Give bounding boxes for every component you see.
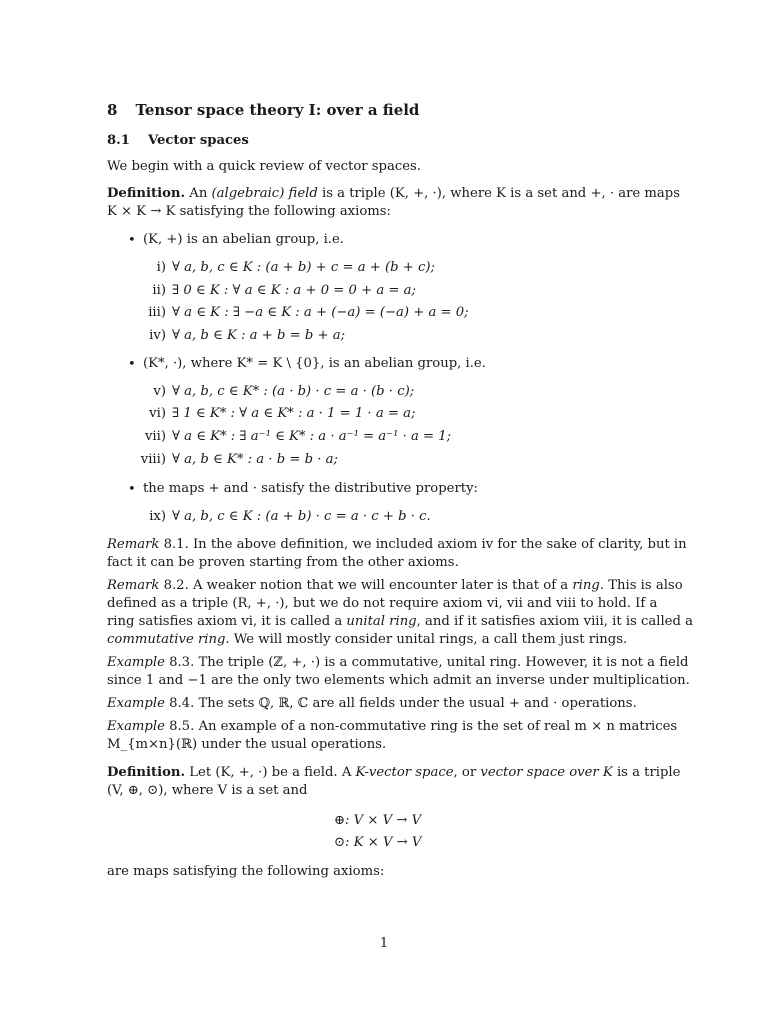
axiom-number: iv) (149, 328, 166, 343)
remark-text: 8.2. A weaker notion that we will encounter later is that of a (159, 578, 573, 593)
section-heading (107, 101, 419, 119)
definition-2-line-1 (107, 764, 680, 782)
axiom-number: vi) (149, 406, 166, 421)
remark-text: , and if it satisfies axiom viii, it is called a (416, 614, 693, 629)
remark-label: Remark (107, 578, 160, 593)
axiom-number: ix) (149, 509, 166, 524)
remark-term: ring (572, 578, 600, 593)
map-odot: ⊙: K × V → V (334, 835, 422, 850)
definition-line-2: K × K → K satisfying the following axioms: (107, 204, 391, 219)
intro-text: We begin with a quick review of vector spaces. (107, 159, 422, 174)
axiom-number: viii) (140, 452, 166, 467)
definition-term: (algebraic) field (211, 186, 318, 201)
axiom-number: ii) (152, 283, 166, 298)
remark-text: 8.1. In the above definition, we included axiom iv for the sake of clarity, but in (159, 537, 687, 552)
remark-8-2-line-1 (107, 577, 683, 595)
axiom-number: iii) (148, 305, 166, 320)
axiom-number: v) (153, 384, 166, 399)
axiom-text: ∀ a, b ∈ K* : a · b = b · a; (172, 452, 338, 467)
example-text: 8.4. The sets ℚ, ℝ, ℂ are all fields under the usual + and · operations. (164, 696, 637, 711)
axiom-text: ∀ a, b ∈ K : a + b = b + a; (172, 328, 346, 343)
bullet-icon: • (128, 357, 136, 372)
definition-text: , or (453, 765, 481, 780)
definition-label: Definition. (107, 765, 186, 780)
example-text: 8.5. An example of a non-commutative ring is the set of real m × n matrices (164, 719, 678, 734)
remark-label: Remark (107, 537, 160, 552)
bullet-icon: • (128, 233, 136, 248)
bullet-2-text: (K*, ·), where K* = K \ {0}, is an abelian group, i.e. (143, 356, 486, 371)
axiom-text: ∀ a, b, c ∈ K : (a + b) + c = a + (b + c); (172, 260, 436, 275)
remark-8-2-line-4 (107, 631, 627, 649)
remark-text: . We will mostly consider unital rings, a call them just rings. (225, 632, 628, 647)
bullet-icon: • (128, 482, 136, 497)
remark-term: unital ring (346, 614, 417, 629)
example-8-3-line-1 (107, 654, 688, 672)
subsection-title: Vector spaces (147, 133, 249, 148)
definition-term: K-vector space (355, 765, 454, 780)
axiom-number: i) (156, 260, 166, 275)
definition-text: is a triple (K, +, ·), where K is a set and +, · are maps (317, 186, 681, 201)
definition-2-line-2: (V, ⊕, ⊙), where V is a set and (107, 783, 308, 798)
subsection-number: 8.1 (107, 133, 130, 148)
remark-8-1-line-2: fact it can be proven starting from the other axioms. (107, 555, 459, 570)
axiom-text: ∀ a ∈ K* : ∃ a⁻¹ ∈ K* : a · a⁻¹ = a⁻¹ · a = 1; (172, 429, 452, 444)
definition-text: An (189, 186, 212, 201)
remark-8-2-line-3 (107, 613, 693, 631)
map-oplus: ⊕: V × V → V (334, 813, 422, 828)
example-8-4-line-1 (107, 695, 637, 713)
example-label: Example (107, 696, 165, 711)
section-title: Tensor space theory I: over a field (135, 101, 420, 119)
remark-8-2-line-2: defined as a triple (R, +, ·), but we do not require axiom vi, vii and viii to hold. If a (107, 596, 658, 611)
example-8-5-line-1 (107, 718, 677, 736)
example-label: Example (107, 655, 165, 670)
subsection-heading (107, 132, 249, 150)
remark-text: . This is also (599, 578, 683, 593)
axiom-text: ∃ 1 ∈ K* : ∀ a ∈ K* : a · 1 = 1 · a = a; (172, 406, 416, 421)
axiom-text: ∀ a, b, c ∈ K : (a + b) · c = a · c + b · c. (172, 509, 431, 524)
definition-line-1 (107, 185, 680, 203)
definition-text: is a triple (612, 765, 681, 780)
axiom-text: ∀ a, b, c ∈ K* : (a · b) · c = a · (b · c); (172, 384, 415, 399)
closing-text: are maps satisfying the following axioms: (107, 864, 385, 879)
definition-label: Definition. (107, 186, 186, 201)
bullet-1-text: (K, +) is an abelian group, i.e. (143, 232, 344, 247)
page-number: 1 (379, 936, 389, 951)
section-number: 8 (107, 101, 118, 119)
example-label: Example (107, 719, 165, 734)
remark-text: ring satisfies axiom vi, it is called a (107, 614, 347, 629)
remark-8-1-line-1 (107, 536, 687, 554)
remark-term: commutative ring (107, 632, 226, 647)
example-8-5-line-2: M_{m×n}(ℝ) under the usual operations. (107, 737, 387, 752)
definition-text: Let (K, +, ·) be a field. A (185, 765, 356, 780)
example-8-3-line-2: since 1 and −1 are the only two elements which admit an inverse under multiplication. (107, 673, 690, 688)
axiom-number: vii) (144, 429, 166, 444)
axiom-text: ∃ 0 ∈ K : ∀ a ∈ K : a + 0 = 0 + a = a; (172, 283, 416, 298)
definition-term: vector space over K (480, 765, 613, 780)
bullet-3-text: the maps + and · satisfy the distributive property: (143, 481, 478, 496)
example-text: 8.3. The triple (ℤ, +, ·) is a commutative, unital ring. However, it is not a field (164, 655, 689, 670)
axiom-text: ∀ a ∈ K : ∃ −a ∈ K : a + (−a) = (−a) + a = 0; (172, 305, 469, 320)
